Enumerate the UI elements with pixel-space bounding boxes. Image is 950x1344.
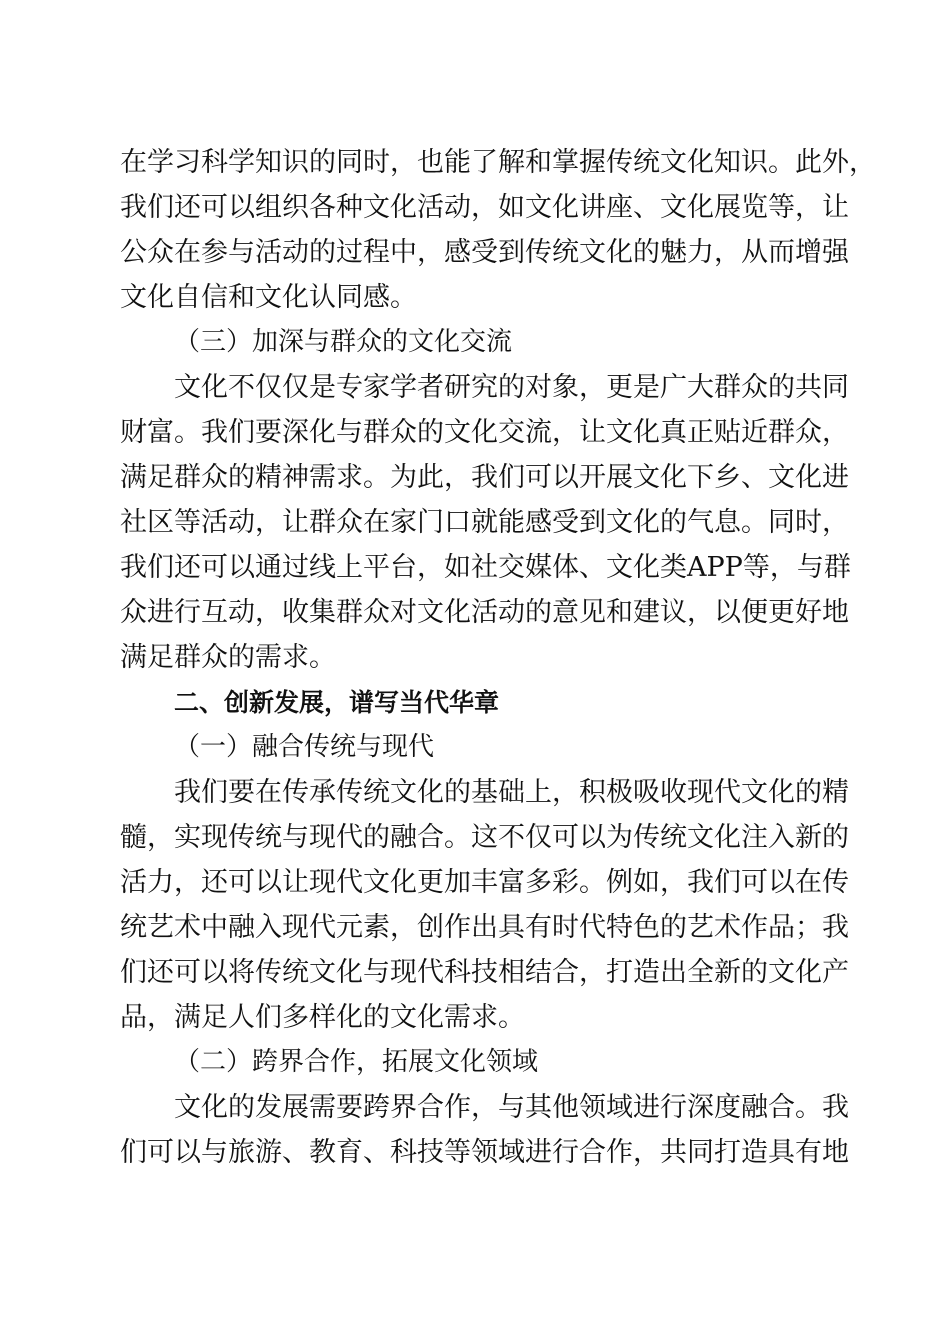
paragraph-line: 们可以与旅游、教育、科技等领域进行合作，共同打造具有地	[120, 1137, 849, 1168]
paragraph-line: 满足群众的精神需求。为此，我们可以开展文化下乡、文化进	[120, 462, 849, 493]
paragraph-line: 我们还可以组织各种文化活动，如文化讲座、文化展览等，让	[120, 192, 849, 223]
paragraph-line: 社区等活动，让群众在家门口就能感受到文化的气息。同时，	[120, 507, 849, 538]
paragraph-line: 在学习科学知识的同时，也能了解和掌握传统文化知识。此外，	[120, 147, 876, 178]
paragraph-line: 文化自信和文化认同感。	[120, 282, 417, 313]
paragraph-line: 我们还可以通过线上平台，如社交媒体、文化类APP等，与群	[120, 552, 851, 583]
paragraph-line: 活力，还可以让现代文化更加丰富多彩。例如，我们可以在传	[120, 867, 849, 898]
chapter-heading: 二、创新发展，谱写当代华章	[174, 688, 500, 717]
paragraph-line: 文化不仅仅是专家学者研究的对象，更是广大群众的共同	[174, 372, 849, 403]
paragraph-line: 我们要在传承传统文化的基础上，积极吸收现代文化的精	[174, 777, 849, 808]
section-heading: （一）融合传统与现代	[174, 732, 435, 762]
paragraph-line: 品，满足人们多样化的文化需求。	[120, 1002, 525, 1033]
paragraph-line: 统艺术中融入现代元素，创作出具有时代特色的艺术作品；我	[120, 912, 849, 943]
paragraph-line: 财富。我们要深化与群众的文化交流，让文化真正贴近群众，	[120, 417, 849, 448]
paragraph-line: 公众在参与活动的过程中，感受到传统文化的魅力，从而增强	[120, 237, 849, 268]
section-heading: （二）跨界合作，拓展文化领域	[174, 1047, 539, 1077]
document-page	[120, 140, 876, 1175]
paragraph-line: 髓，实现传统与现代的融合。这不仅可以为传统文化注入新的	[120, 822, 849, 853]
section-heading: （三）加深与群众的文化交流	[174, 327, 513, 357]
paragraph-line: 满足群众的需求。	[120, 642, 336, 673]
paragraph-line: 们还可以将传统文化与现代科技相结合，打造出全新的文化产	[120, 957, 849, 988]
paragraph-line: 众进行互动，收集群众对文化活动的意见和建议，以便更好地	[120, 597, 849, 628]
paragraph-line: 文化的发展需要跨界合作，与其他领域进行深度融合。我	[174, 1092, 849, 1123]
